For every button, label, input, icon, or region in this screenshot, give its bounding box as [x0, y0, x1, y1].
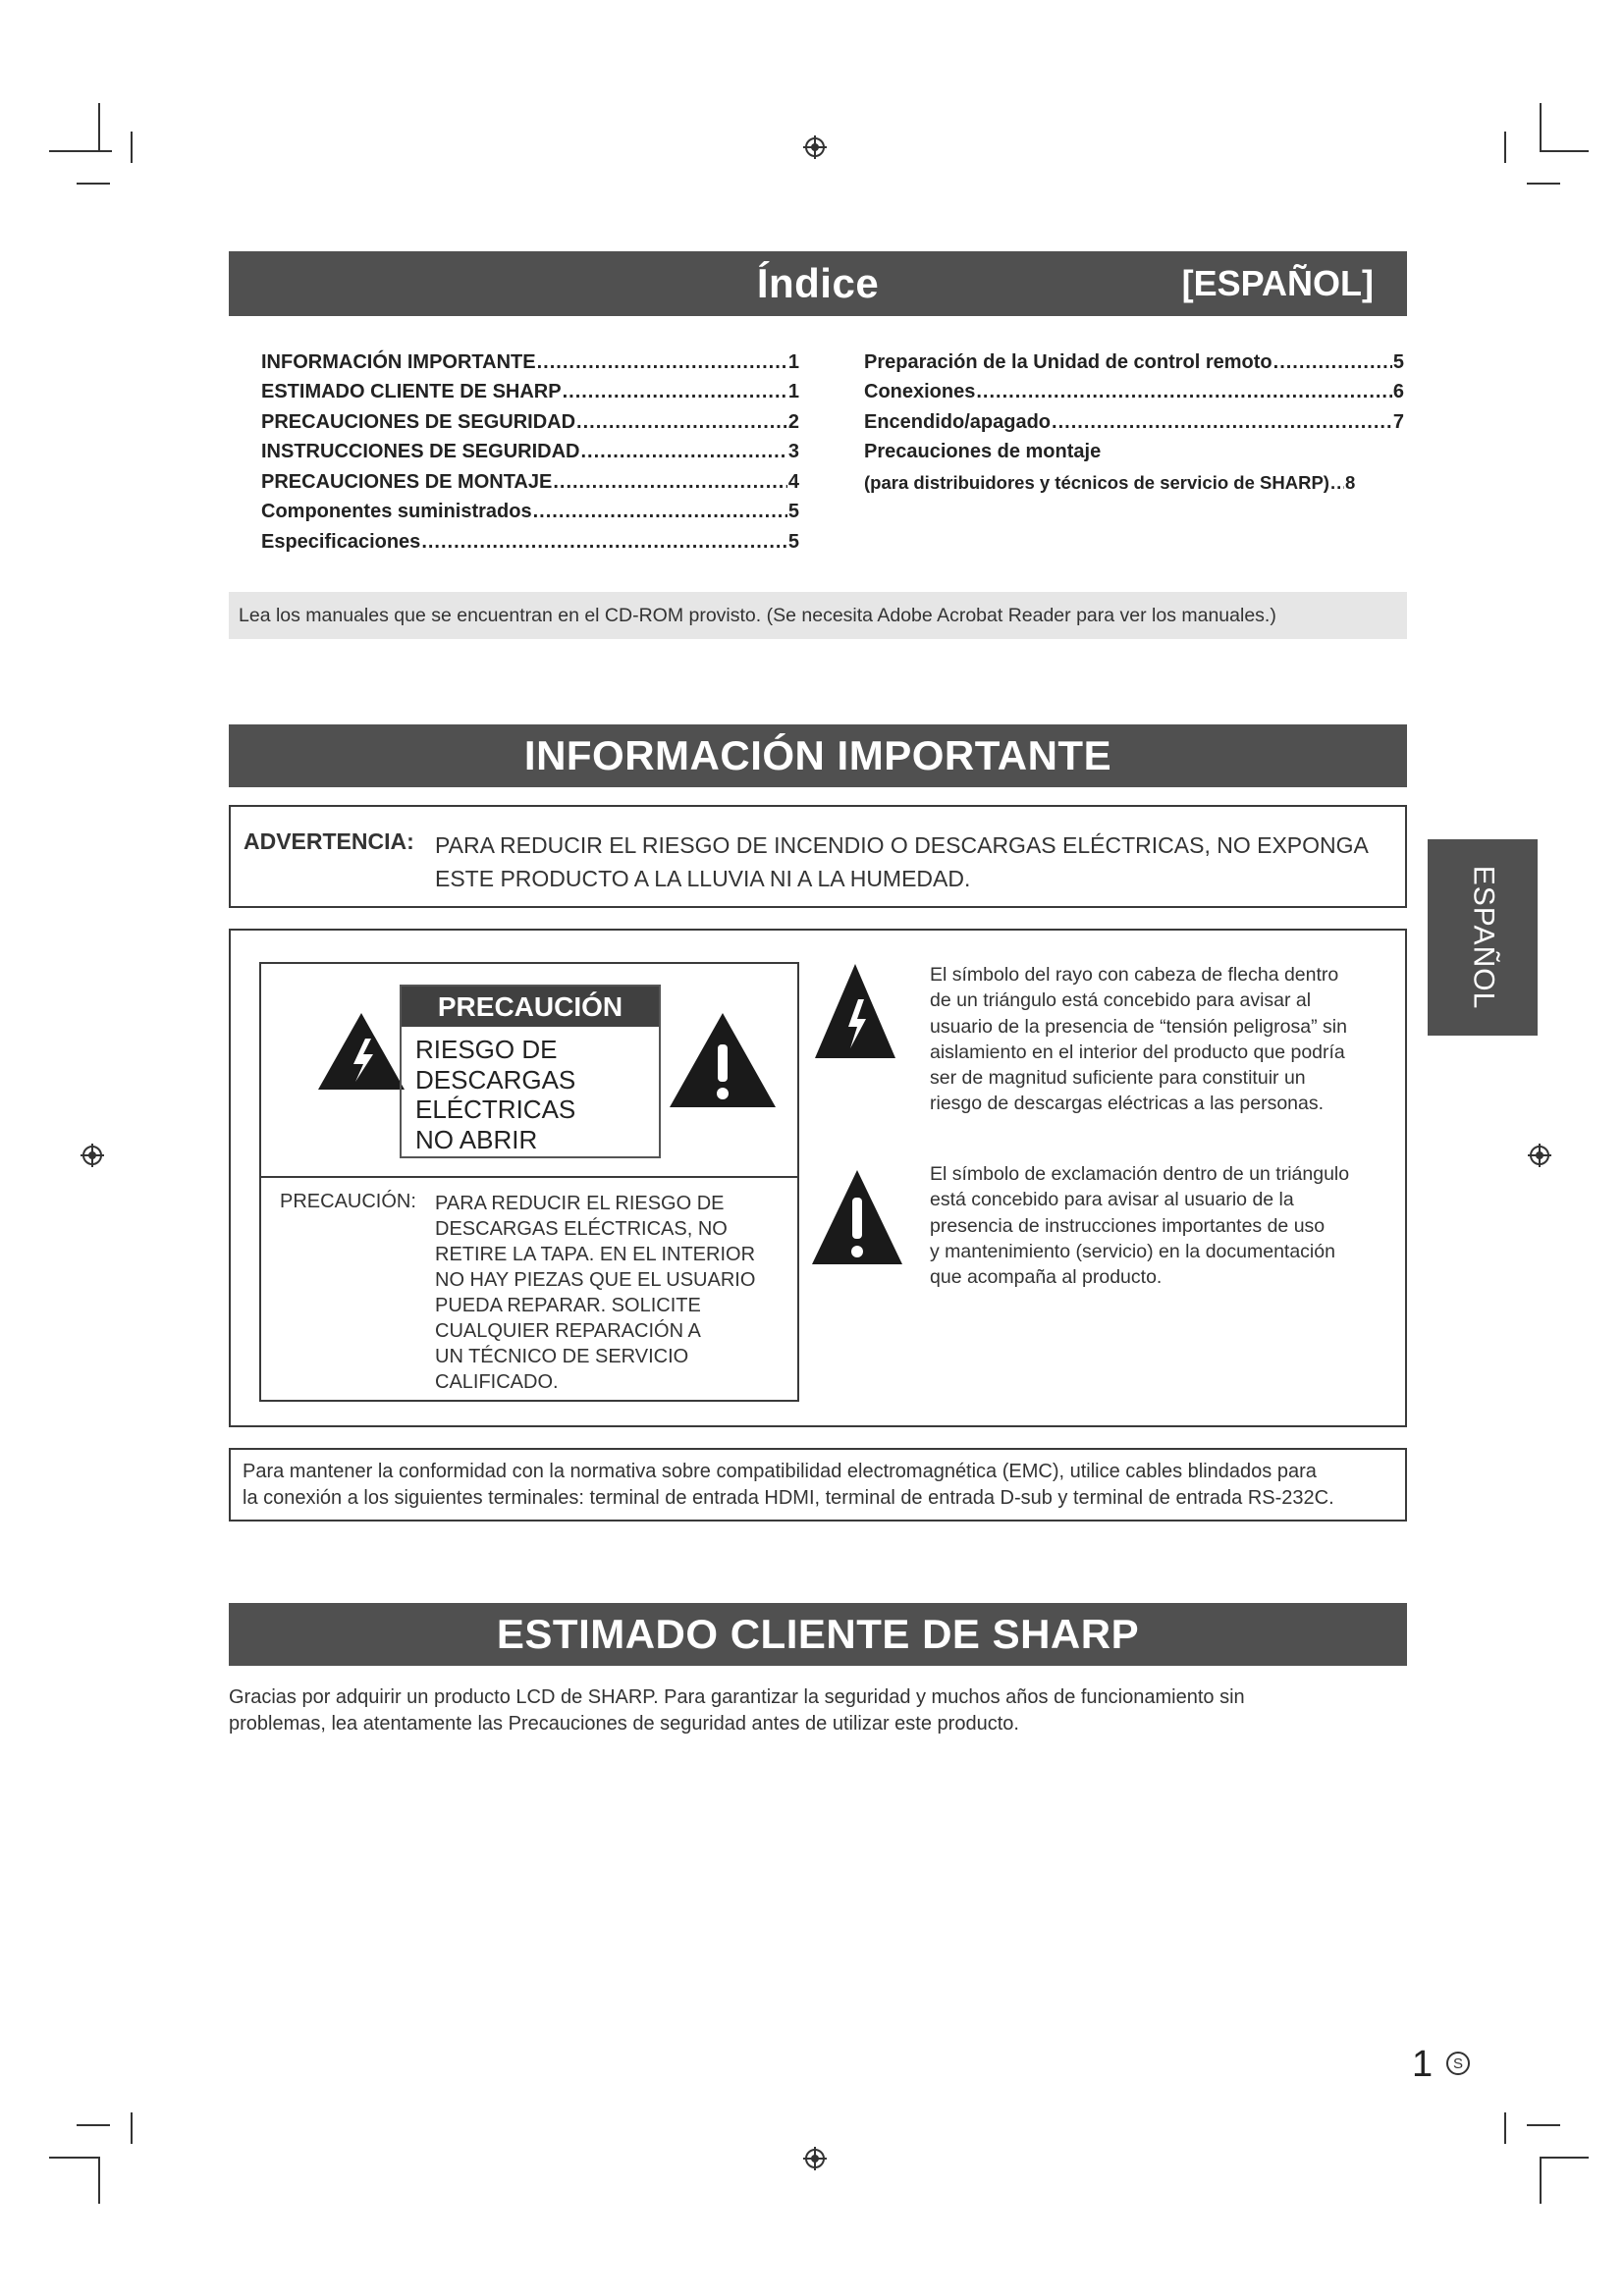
toc-entry-label: (para distribuidores y técnicos de servicio de SHARP)	[864, 471, 1329, 493]
lightning-symbol-icon	[813, 962, 897, 1060]
toc-entry-page: 2	[787, 410, 799, 433]
exclamation-symbol-icon	[810, 1168, 904, 1266]
customer-header	[229, 1603, 1407, 1666]
caution-note-line: UN TÉCNICO DE SERVICIO	[435, 1346, 689, 1367]
toc-entry-page: 5	[787, 530, 799, 553]
toc-entry-label: PRECAUCIONES DE MONTAJE	[261, 470, 553, 493]
language-code-icon	[1446, 2052, 1470, 2075]
toc-entry-page: 3	[787, 441, 799, 462]
crop-mark	[77, 183, 110, 185]
caution-label-line: RIESGO DE	[415, 1035, 558, 1064]
toc-entry-label: Componentes suministrados	[261, 501, 532, 522]
registration-mark-icon	[1528, 1144, 1551, 1167]
exclamation-warning-icon	[668, 1011, 778, 1109]
toc-entry[interactable]	[261, 374, 799, 404]
toc-entry-page: 5	[1392, 350, 1404, 373]
crop-mark	[98, 103, 100, 150]
exclamation-text-line: y mantenimiento (servicio) en la documentación	[930, 1240, 1335, 1262]
crop-mark	[131, 2112, 133, 2144]
crop-mark	[49, 2157, 98, 2159]
toc-entry[interactable]	[261, 463, 799, 494]
caution-note-label: PRECAUCIÓN:	[280, 1191, 416, 1212]
registration-mark-icon	[81, 1144, 104, 1167]
lightning-symbol-text	[930, 962, 1347, 1117]
registration-mark-icon	[803, 2147, 827, 2170]
important-title: INFORMACIÓN IMPORTANTE	[523, 732, 1112, 778]
toc-entry-label: Encendido/apagado	[864, 410, 1052, 433]
crop-mark	[1527, 183, 1560, 185]
toc-entry-page: 5	[787, 501, 799, 522]
manual-note-text: Lea los manuales que se encuentran en el CD-ROM provisto. (Se necesita Adobe Acrobat Reader para ver los manuales.)	[239, 604, 1276, 626]
language-side-tab-label: ESPAÑOL	[1467, 865, 1499, 1010]
toc-entry[interactable]	[261, 344, 799, 374]
toc-entry[interactable]	[261, 403, 799, 434]
toc-entry-page: 7	[1392, 410, 1404, 433]
caution-note-line: RETIRE LA TAPA. EN EL INTERIOR	[435, 1244, 756, 1265]
crop-mark	[49, 150, 112, 152]
crop-mark	[98, 2157, 100, 2204]
emc-note-box	[229, 1448, 1407, 1522]
toc-entry-page: 1	[787, 350, 799, 373]
toc-right	[864, 344, 1404, 494]
language-side-tab	[1428, 839, 1538, 1036]
exclamation-text-line: que acompaña al producto.	[930, 1266, 1163, 1289]
divider	[259, 1176, 799, 1178]
index-header	[229, 251, 1407, 316]
index-language: [ESPAÑOL]	[1181, 263, 1374, 303]
warning-box	[229, 805, 1407, 908]
caution-note-line: NO HAY PIEZAS QUE EL USUARIO	[435, 1269, 756, 1291]
toc-entry[interactable]	[261, 494, 799, 524]
warning-text: PARA REDUCIR EL RIESGO DE INCENDIO O DESCARGAS ELÉCTRICAS, NO EXPONGA ESTE PRODUCTO A LA LLUVIA NI A LA HUMEDAD.	[435, 832, 1368, 891]
caution-note-line: CUALQUIER REPARACIÓN A	[435, 1320, 701, 1342]
toc-entry[interactable]	[864, 403, 1404, 434]
page-number: 1	[1412, 2044, 1434, 2085]
toc-entry-label: PRECAUCIONES DE SEGURIDAD	[261, 410, 576, 433]
toc-left	[261, 344, 799, 554]
lightning-text-line: aislamiento en el interior del producto que podría	[930, 1041, 1345, 1063]
caution-label-line: ELÉCTRICAS	[415, 1095, 576, 1124]
crop-mark	[1504, 2112, 1506, 2144]
exclamation-text-line: presencia de instrucciones importantes de uso	[930, 1214, 1326, 1237]
caution-note-line: CALIFICADO.	[435, 1371, 559, 1393]
toc-entry-label: Precauciones de montaje	[864, 441, 1102, 462]
toc-entry-page: 4	[787, 470, 799, 493]
crop-mark	[1527, 2124, 1560, 2126]
toc-entry[interactable]	[864, 434, 1404, 464]
crop-mark	[1504, 132, 1506, 163]
crop-mark	[1540, 103, 1542, 150]
toc-entry-page: 1	[787, 381, 799, 402]
crop-mark	[1540, 2157, 1589, 2159]
toc-entry-label: ESTIMADO CLIENTE DE SHARP	[261, 381, 562, 402]
toc-entry-label: INSTRUCCIONES DE SEGURIDAD	[261, 441, 580, 462]
caution-note-line: PUEDA REPARAR. SOLICITE	[435, 1295, 701, 1316]
index-title: Índice	[756, 260, 880, 306]
lightning-warning-icon	[316, 1011, 406, 1092]
crop-mark	[77, 2124, 110, 2126]
lightning-text-line: ser de magnitud suficiente para constituir un	[930, 1067, 1306, 1090]
toc-entry-page: 8	[1344, 471, 1356, 493]
caution-note-line: PARA REDUCIR EL RIESGO DE	[435, 1193, 725, 1214]
customer-intro	[229, 1684, 1245, 1737]
toc-entry[interactable]	[864, 374, 1404, 404]
warning-label: ADVERTENCIA:	[244, 828, 414, 854]
lightning-text-line: El símbolo del rayo con cabeza de flecha dentro	[930, 964, 1339, 986]
exclamation-text-line: está concebido para avisar al usuario de la	[930, 1189, 1294, 1211]
crop-mark	[131, 132, 133, 163]
toc-entry[interactable]	[261, 523, 799, 554]
toc-entry-label: Especificaciones	[261, 530, 421, 553]
crop-mark	[1540, 2157, 1542, 2204]
caution-note	[435, 1191, 788, 1395]
lightning-text-line: de un triángulo está concebido para avisar al	[930, 989, 1312, 1012]
toc-entry-label: Conexiones	[864, 381, 976, 402]
caution-label-line: NO ABRIR	[415, 1124, 538, 1154]
caution-note-line: DESCARGAS ELÉCTRICAS, NO	[435, 1218, 728, 1240]
toc-entry-label: INFORMACIÓN IMPORTANTE	[261, 350, 536, 373]
customer-title: ESTIMADO CLIENTE DE SHARP	[496, 1611, 1140, 1657]
lightning-text-line: riesgo de descargas eléctricas a las personas.	[930, 1093, 1325, 1115]
toc-entry[interactable]	[261, 434, 799, 464]
exclamation-text-line: El símbolo de exclamación dentro de un triángulo	[930, 1163, 1350, 1185]
customer-intro-line: problemas, lea atentamente las Precauciones de seguridad antes de utilizar este producto.	[229, 1713, 1019, 1735]
caution-label-head: PRECAUCIÓN	[402, 987, 659, 1027]
important-header	[229, 724, 1407, 787]
emc-note-line: la conexión a los siguientes terminales: terminal de entrada HDMI, terminal de entrada D-sub y terminal de entrada RS-232C.	[243, 1487, 1334, 1509]
crop-mark	[1540, 150, 1589, 152]
toc-entry-label: Preparación de la Unidad de control remoto	[864, 350, 1272, 373]
toc-entry[interactable]	[864, 344, 1404, 374]
toc-entry[interactable]	[864, 463, 1404, 494]
language-code: S	[1452, 2055, 1463, 2072]
toc-entry-page: 6	[1392, 381, 1404, 402]
caution-label	[400, 985, 661, 1158]
emc-note-line: Para mantener la conformidad con la normativa sobre compatibilidad electromagnética (EMC), utilice cables blindados para	[243, 1461, 1317, 1482]
exclamation-symbol-text	[930, 1161, 1349, 1290]
manual-note	[229, 592, 1407, 639]
caution-label-line: DESCARGAS	[415, 1064, 576, 1095]
registration-mark-icon	[803, 135, 827, 159]
lightning-text-line: usuario de la presencia de “tensión peligrosa” sin	[930, 1015, 1347, 1038]
customer-intro-line: Gracias por adquirir un producto LCD de SHARP. Para garantizar la seguridad y muchos años de funcionamiento sin	[229, 1686, 1245, 1708]
